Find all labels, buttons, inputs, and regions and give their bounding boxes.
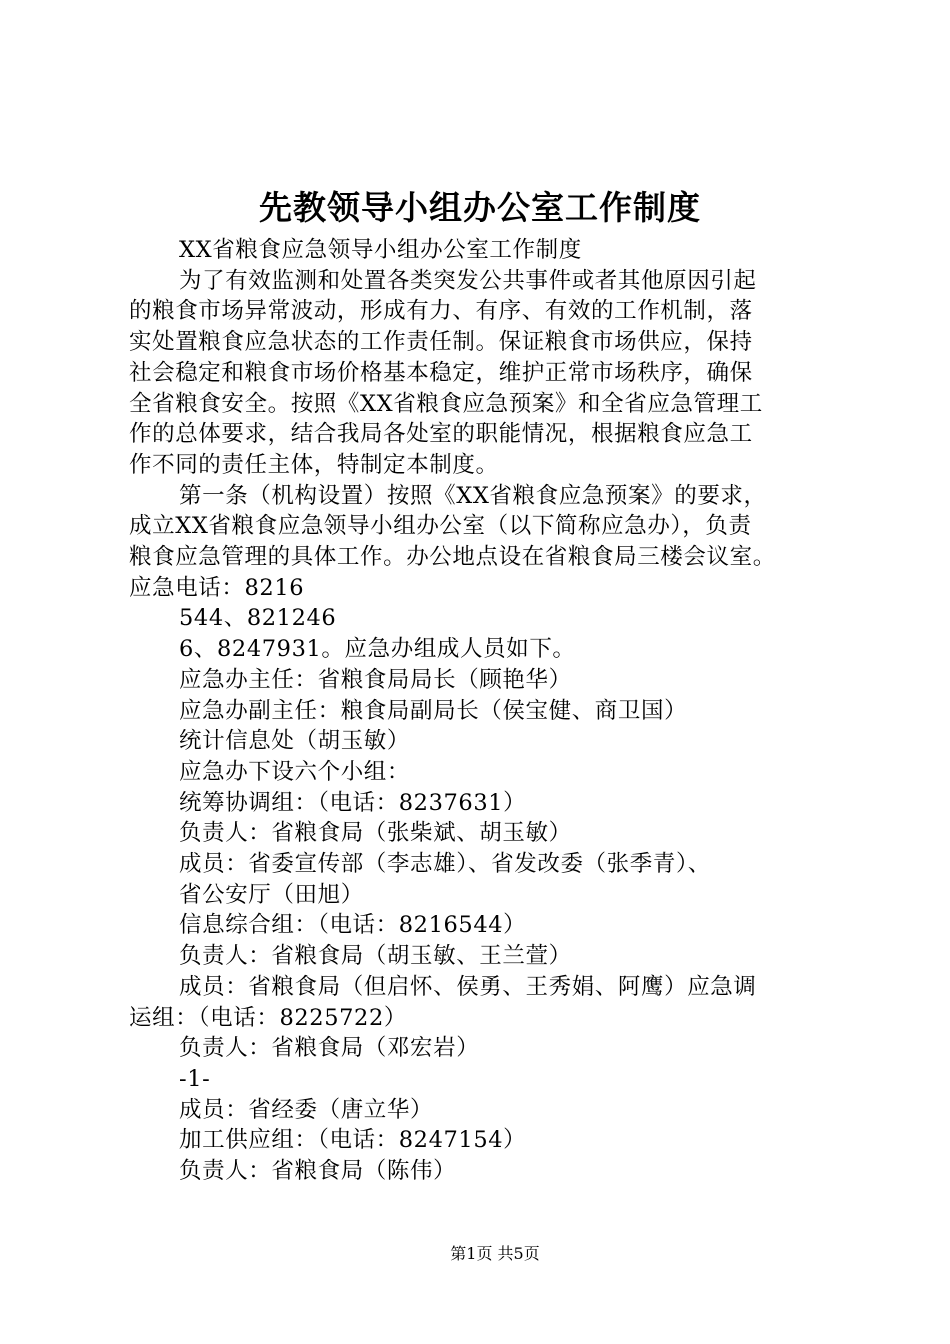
document-line: 加工供应组：（电话：8247154） [179, 1127, 527, 1154]
document-line: 负责人：省粮食局（张柴斌、胡玉敏） [179, 820, 572, 847]
document-line: 应急办下设六个小组： [179, 758, 411, 785]
document-line: 成员：省粮食局（但启怀、侯勇、王秀娟、阿鹰）应急调 [179, 973, 757, 1000]
document-line: 实处置粮食应急状态的工作责任制。保证粮食市场供应，保持 [129, 329, 753, 356]
document-line: 负责人：省粮食局（邓宏岩） [179, 1035, 480, 1062]
document-line: 作的总体要求，结合我局各处室的职能情况，根据粮食应急工 [129, 421, 753, 448]
document-line: 运组：（电话：8225722） [129, 1004, 407, 1031]
document-line: 统计信息处（胡玉敏） [179, 728, 411, 755]
document-line: 第一条（机构设置）按照《XX省粮食应急预案》的要求， [179, 482, 767, 509]
page-footer [0, 1242, 950, 1266]
document-line: 成员：省委宣传部（李志雄）、省发改委（张季青）、 [179, 851, 711, 878]
document-line: -1- [179, 1065, 211, 1092]
document-line: 应急办主任：省粮食局局长（顾艳华） [179, 666, 572, 693]
document-line: XX省粮食应急领导小组办公室工作制度 [179, 237, 582, 263]
document-line: 负责人：省粮食局（胡玉敏、王兰萱） [179, 943, 572, 970]
document-title: 先教领导小组办公室工作制度 [259, 188, 701, 227]
document-line: 粮食应急管理的具体工作。办公地点设在省粮食局三楼会议室。 [129, 544, 776, 571]
document-line: 统筹协调组：（电话：8237631） [179, 789, 527, 816]
document-body [129, 235, 869, 1187]
document-line: 应急办副主任：粮食局副局长（侯宝健、商卫国） [179, 697, 688, 724]
document-line: 的粮食市场异常波动，形成有力、有序、有效的工作机制，落 [129, 298, 753, 325]
document-line: 社会稳定和粮食市场价格基本稳定，维护正常市场秩序，确保 [129, 359, 753, 386]
document-line: 作不同的责任主体，特制定本制度。 [129, 451, 499, 478]
document-line: 为了有效监测和处置各类突发公共事件或者其他原因引起 [179, 267, 757, 294]
document-line: 成员：省经委（唐立华） [179, 1096, 434, 1123]
document-line: 成立XX省粮食应急领导小组办公室（以下简称应急办），负责 [129, 513, 752, 540]
document-line: 应急电话：8216 [129, 574, 305, 601]
document-line: 省公安厅（田旭） [179, 881, 364, 908]
document-line: 信息综合组：（电话：8216544） [179, 912, 527, 939]
document-line: 全省粮食安全。按照《XX省粮食应急预案》和全省应急管理工 [129, 390, 763, 417]
page-number-label: 第1页 共5页 [450, 1244, 540, 1263]
document-line: 6、8247931。应急办组成人员如下。 [179, 636, 576, 663]
document-line: 544、821246 [179, 605, 337, 632]
document-line: 负责人：省粮食局（陈伟） [179, 1158, 457, 1185]
